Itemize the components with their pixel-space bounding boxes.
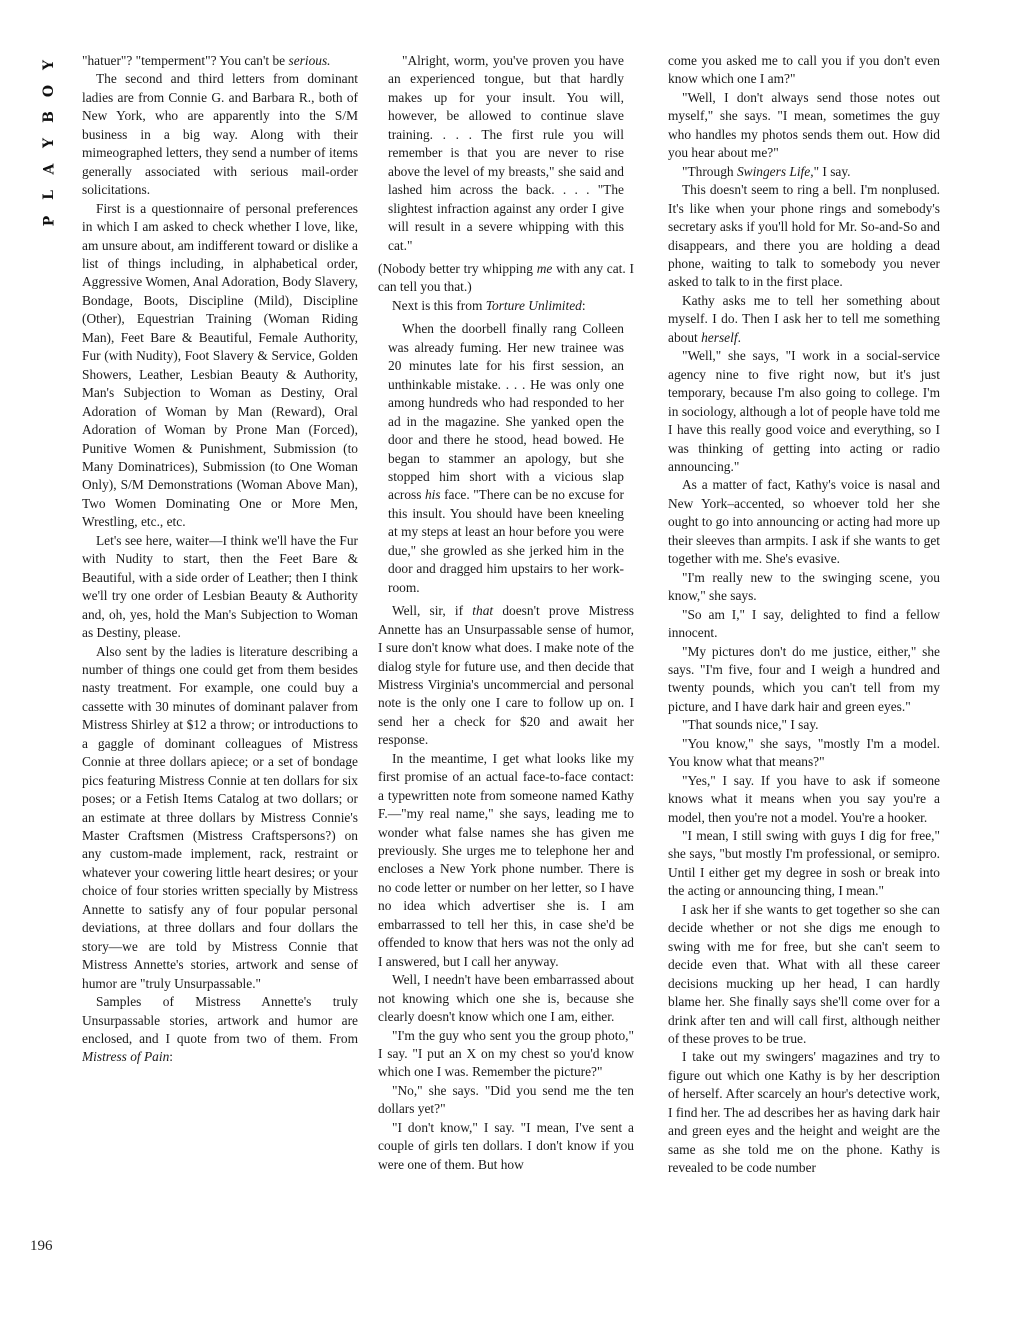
text-run: "Alright, worm, you've proven you have an experienced tongue, but that hardly makes up for your insult. You will, however, be allowed to continue slave training. . . . The first rule you will remember is that you are never to rise above the level of my breasts," she said and lashed him across the back. . . . "The slightest infraction against any order I give will result in a severe whipping with this cat." xyxy=(388,53,624,253)
magazine-letter: P xyxy=(41,215,57,227)
text-run: Kathy asks me to tell her something about myself. I do. Then I ask her to tell me something about xyxy=(668,292,940,345)
text-run: "Well," she says, "I work in a social-service agency nine to five right now, but it's just temporary, because I'm also going to college. I'm in sociology, although a lot of people have told me I have this really good voice and everything, so I was thinking of getting into acting or radio announcing." xyxy=(668,348,940,474)
paragraph xyxy=(668,643,940,717)
paragraph xyxy=(668,476,940,568)
paragraph xyxy=(668,901,940,1049)
paragraph xyxy=(668,827,940,901)
text-run: "I'm really new to the swinging scene, you know," she says. xyxy=(668,569,940,604)
paragraph xyxy=(82,643,358,994)
text-run: face. "There can be no excuse for this insult. You should have been kneeling at my steps at least an hour before you were due," she growled as she jerked him in the door and dragged him upstairs to her work-room. xyxy=(388,487,624,595)
paragraph xyxy=(668,89,940,163)
text-run: "hatuer"? "temperment"? You can't be xyxy=(82,53,289,68)
magazine-letter: L xyxy=(41,190,57,200)
page-number: 196 xyxy=(30,1238,53,1254)
text-run: "I don't know," I say. "I mean, I've sent a couple of girls ten dollars. I don't know if you were one of them. But how xyxy=(378,1119,634,1172)
text-run: When the doorbell finally rang Colleen was already fuming. Her new trainee was 20 minutes late for his first session, an unthinkable mistake. . . . He was only one among hundreds who had responded to her ad in the magazine. She yanked open the door and there he stood, head bowed. He began to stammer an apology, but she stopped him short with a vicious slap across xyxy=(388,321,624,503)
block-quote xyxy=(388,320,624,597)
paragraph xyxy=(82,532,358,643)
text-run: Let's see here, waiter—I think we'll have the Fur with Nudity to start, then the Feet Bare & Beautiful, with a side order of Leather; then I think we'll try one order of Lesbian Beauty & Authority and, oh, yes, hold the Man's Subjection to Woman as Destiny, please. xyxy=(82,532,358,641)
text-run: "Well, I don't always send those notes out myself," she says. "I mean, sometimes the guy who handles my photos sends them out. How did you hear about me?" xyxy=(668,89,940,161)
italic-text: herself xyxy=(701,329,738,345)
paragraph xyxy=(378,1119,634,1174)
text-run: "Yes," I say. If you have to ask if someone knows what it means when you say you're a model, then you're not a model. You're a hooker. xyxy=(668,772,940,825)
paragraph xyxy=(668,606,940,643)
text-run: "I mean, I still swing with guys I dig for free," she says, "but mostly I'm professional, or semipro. Until I either get my degree in sosh or break into the acting or announcing thing, I mean." xyxy=(668,828,940,899)
paragraph xyxy=(82,993,358,1067)
text-run: Well, I needn't have been embarrassed about not knowing which one she is, because she clearly doesn't know which one I am, either. xyxy=(378,972,634,1025)
paragraph xyxy=(668,163,940,181)
text-run: "No," she says. "Did you send me the ten dollars yet?" xyxy=(378,1082,634,1117)
italic-text: his xyxy=(424,487,441,503)
text-run: Next is this from xyxy=(392,297,486,313)
paragraph xyxy=(378,602,634,750)
magazine-letter: O xyxy=(40,84,57,98)
paragraph xyxy=(668,1048,940,1177)
italic-text: Swingers Life xyxy=(736,163,811,179)
paragraph xyxy=(82,52,358,70)
italic-text: serious. xyxy=(288,53,331,68)
text-run: This doesn't seem to ring a bell. I'm nonplused. It's like when your phone rings and somebody's secretary asks if you'll hold for Mr. So-and-So and disappears, and there you are holding a dead phone, waiting to talk to somebody you never asked to talk to in the first place. xyxy=(668,182,940,290)
paragraph xyxy=(378,297,634,315)
text-run: Samples of Mistress Annette's truly Unsurpassable stories, artwork and humor are enclosed, and I quote from two of them. From xyxy=(82,994,358,1047)
paragraph xyxy=(82,70,358,199)
text-run: Well, sir, if xyxy=(392,603,473,619)
text-run: I take out my swingers' magazines and try to figure out which one Kathy is by her description of herself. After scarcely an hour's detective work, I find her. The ad describes her as having dark hair and green eyes and the height and weight are the same as she told me on the phone. Kathy is revealed to be code number xyxy=(668,1049,940,1176)
text-run: The second and third letters from dominant ladies are from Connie G. and Barbara R., both of New York, who are apparently into the S/M business in a big way. Along with their mimeographed letters, they send a number of items generally associated with serious mail-order solicitations. xyxy=(82,71,358,198)
paragraph xyxy=(668,181,940,292)
text-run: "So am I," I say, delighted to find a fellow innocent. xyxy=(668,606,940,641)
text-run: "That sounds nice," I say. xyxy=(682,717,819,733)
text-column-2 xyxy=(378,52,634,1264)
magazine-letter: B xyxy=(41,111,57,123)
text-run: In the meantime, I get what looks like my first promise of an actual face-to-face contact: a typewritten note from someone named Kathy F.—"my real name," she says, leading me to wonder what false names she has given me previously. She urges me to telephone her and encloses a New York phone number. There is no code letter or number on her letter, so I have no idea which advertiser she is. I am embarrassed to tell her this, in case she'd be offended to know that hers was not the only ad I answered, but I call her anyway. xyxy=(378,750,634,969)
paragraph xyxy=(378,260,634,297)
paragraph xyxy=(82,200,358,532)
paragraph xyxy=(668,735,940,772)
text-column-1 xyxy=(82,52,358,1264)
text-run: As a matter of fact, Kathy's voice is nasal and New York–accented, so whoever told her she ought to go into announcing or acting had more up their sleeves than armpits. I ask if she wants to get together with me. She's evasive. xyxy=(668,477,940,567)
block-quote xyxy=(388,52,624,255)
magazine-letter: Y xyxy=(41,60,57,70)
text-run: Also sent by the ladies is literature describing a number of things one could get from them besides nasty treatment. For example, one could buy a cassette with 30 minutes of dominant palaver from Mistress Shirley at $12 a throw; or introductions to a gaggle of dominant colleagues of Mistress Connie at three dollars apiece; or a set of bondage pics featuring Mistress Connie at ten dollars for six poses; or a Fetish Items Catalog at two dollars; or an estimate at three dollars by Mistress Connie's Master Craftsmen (Mistress Craftspersons?) on any custom-made implement, rack, restraint or whatever your cowering little heart desires; or your choice of four stories written specially by Mistress Annette to satisfy any of four popular personal deviations, at three dollars and four dollars the story—we are told by Mistress Connie that Mistress Annette's stories, artwork and sense of humor are "truly Unsurpassable." xyxy=(82,643,358,991)
paragraph xyxy=(378,1027,634,1082)
italic-text: me xyxy=(536,260,553,276)
italic-text: that xyxy=(472,603,494,619)
paragraph xyxy=(668,569,940,606)
text-run: with any cat. I can tell you that.) xyxy=(378,260,634,295)
magazine-letter: A xyxy=(41,163,57,175)
text-run: I ask her if she wants to get together so she can decide whether or not she digs me enough to swing with me for free, but she can't seem to decide even that. What with all these career decisions mucking up her head, I can hardly blame her. She finally says she'll come over for a drink after ten and will call first, although neither of these proves to be true. xyxy=(668,901,940,1047)
text-run: ," I say. xyxy=(810,163,851,179)
text-run: doesn't prove Mistress Annette has an Unsurpassable sense of humor, I sure don't know what does. I make note of the dialog style for future use, and then decide that Mistress Virginia's uncommercial and personal note is the only one I care to follow up on. I send her a check for $20 and await her response. xyxy=(378,603,634,748)
text-run: "I'm the guy who sent you the group photo," I say. "I put an X on my chest so you'd know which one I was. Remember the picture?" xyxy=(378,1027,634,1080)
italic-text: Torture Unlimited xyxy=(485,297,582,313)
text-run: (Nobody better try whipping xyxy=(378,260,537,276)
paragraph xyxy=(668,347,940,476)
paragraph xyxy=(668,716,940,734)
text-run: "You know," she says, "mostly I'm a model. You know what that means?" xyxy=(668,735,940,770)
magazine-name-vertical xyxy=(36,52,62,234)
magazine-letter: Y xyxy=(41,138,57,148)
paragraph xyxy=(378,750,634,971)
text-run: First is a questionnaire of personal preferences in which I am asked to check whether I love, like, am unsure about, am indifferent toward or dislike a list of things including, in alphabetical order, Aggressive Women, Anal Adoration, Body Slavery, Bondage, Boots, Discipline (Mild), Discipline (Other), Equestrian Training (Woman Riding Man), Feet Bare & Beautiful, Female Authority, Fur (with Nudity), Foot Slavery & Service, Golden Showers, Leather, Lesbian Beauty & Authority, Man's Subjection to Woman as Destiny, Oral Adoration of Woman by Man (Reward), Oral Adoration of Woman by Prone Man (Forced), Punitive Women & Punishment, Submission (to Many Dominatrices), Submission (to One Woman Only), S/M Demonstrations (Woman Above Man), Two Women Dominating One or More Men, Wrestling, etc., etc. xyxy=(82,200,358,530)
paragraph xyxy=(378,1082,634,1119)
paragraph xyxy=(668,52,940,89)
text-run: "My pictures don't do me justice, either," she says. "I'm five, four and I weigh a hundred and twenty pounds, which you can't tell from my picture, and I have dark hair and green eyes." xyxy=(668,643,940,714)
text-run: "Through xyxy=(682,163,737,179)
text-run: come you asked me to call you if you don't even know which one I am?" xyxy=(668,53,940,87)
text-run: : xyxy=(581,297,586,313)
paragraph xyxy=(668,772,940,827)
text-column-3 xyxy=(668,52,940,1264)
paragraph xyxy=(668,292,940,347)
paragraph xyxy=(378,971,634,1026)
text-run: . xyxy=(737,329,741,345)
text-run: : xyxy=(169,1049,174,1065)
italic-text: Mistress of Pain xyxy=(82,1049,170,1065)
